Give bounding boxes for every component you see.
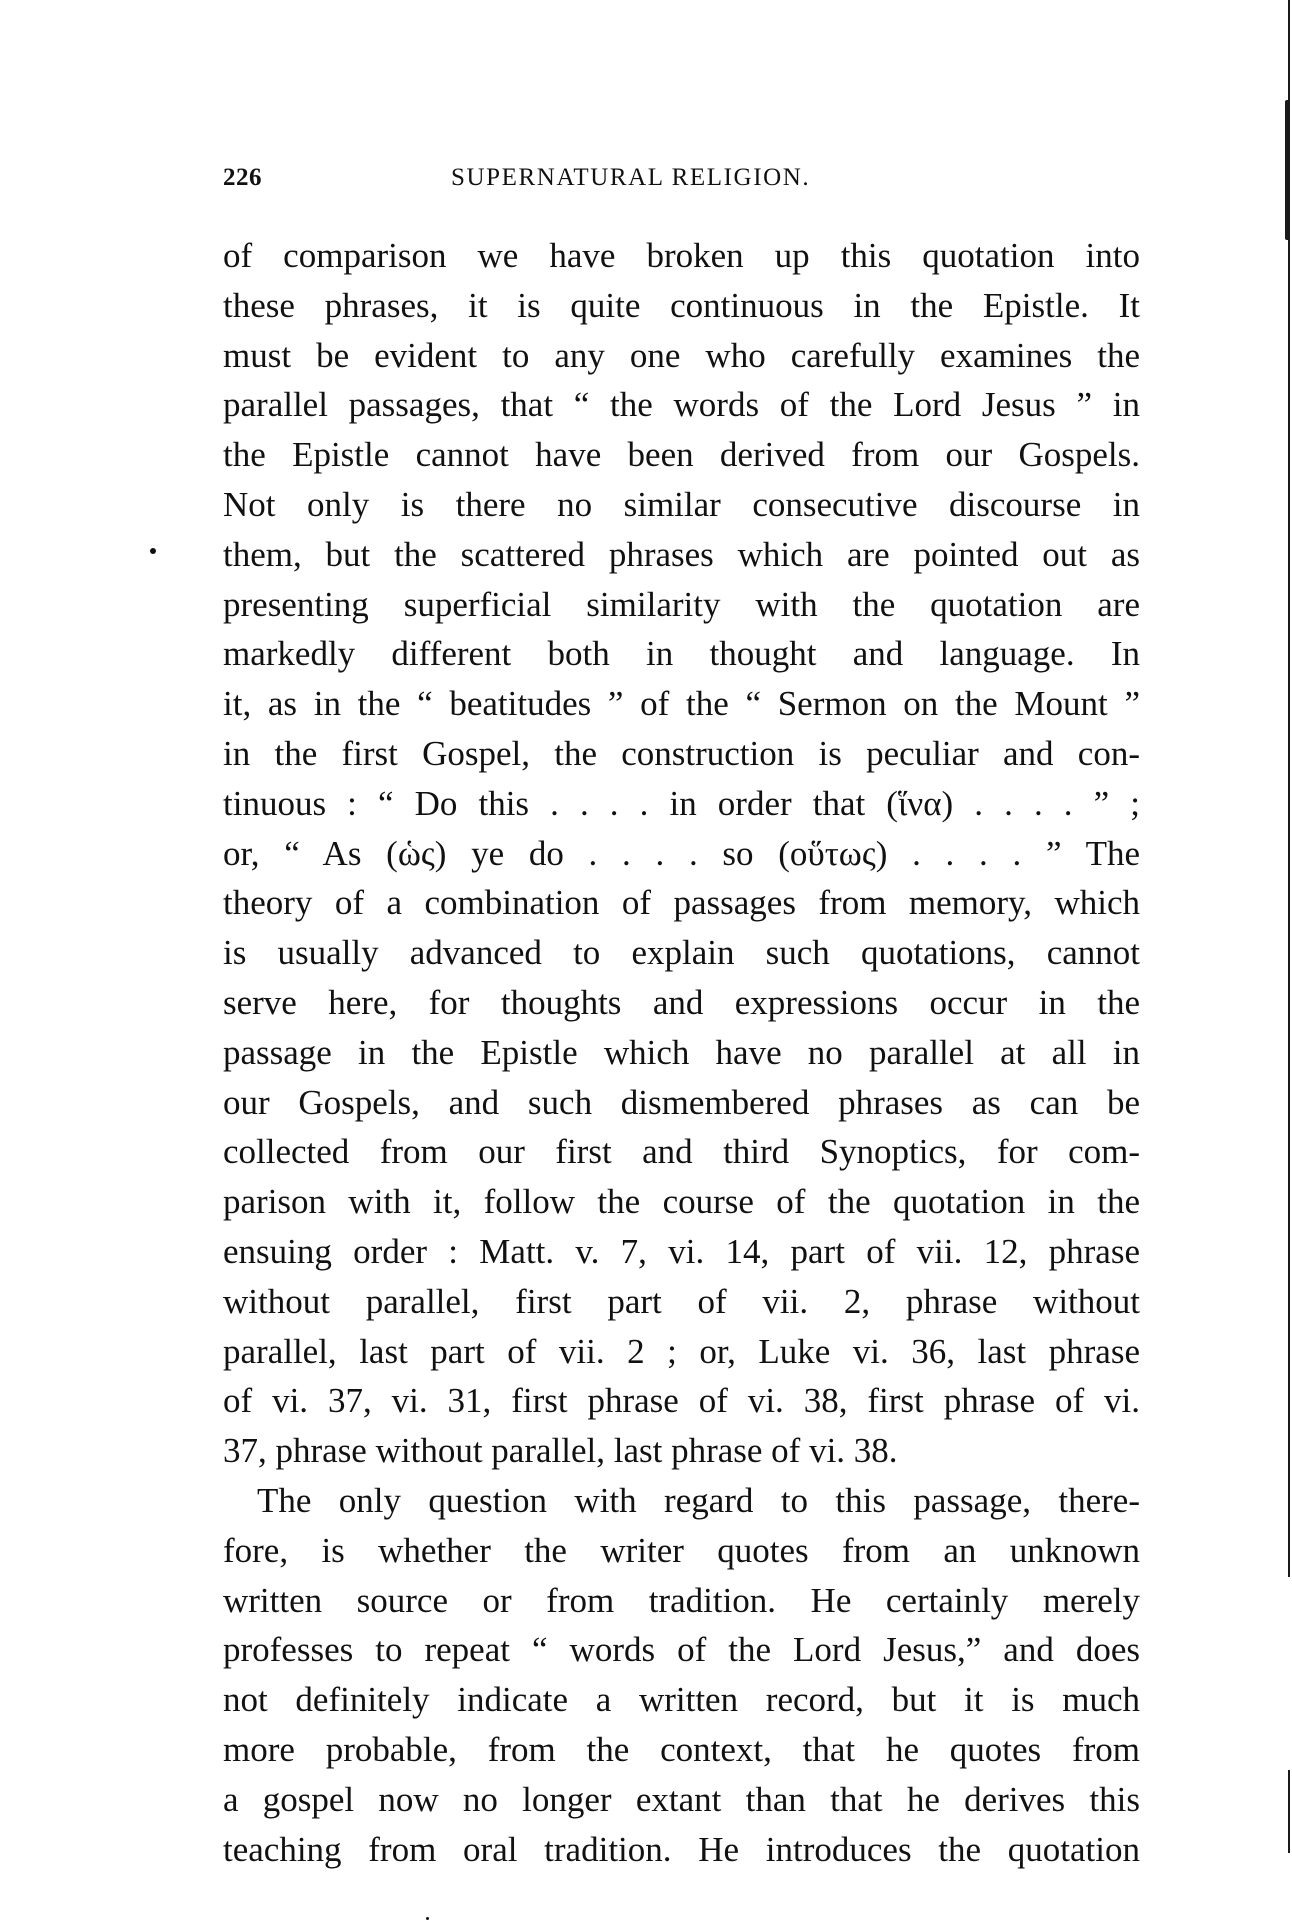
text-line: theory of a combination of passages from memory, which bbox=[223, 883, 1140, 923]
text-line: of comparison we have broken up this quotation into bbox=[223, 236, 1140, 275]
text-line: presenting superficial similarity with the quotation are bbox=[223, 584, 1140, 624]
text-line: markedly different both in thought and language. In bbox=[223, 634, 1140, 674]
text-line: Not only is there no similar consecutive discourse in bbox=[223, 484, 1140, 524]
text-line: tinuous : “ Do this . . . . in order that (ἵνα) . . . . ” ; bbox=[223, 783, 1140, 823]
text-line: written source or from tradition. He certainly merely bbox=[223, 1580, 1140, 1620]
running-head bbox=[223, 160, 1140, 196]
text-line: not definitely indicate a written record, but it is much bbox=[223, 1680, 1140, 1720]
paragraph-1 bbox=[223, 231, 1140, 1476]
text-line: collected from our first and third Synoptics, for com- bbox=[223, 1132, 1140, 1172]
text-line: more probable, from the context, that he quotes from bbox=[223, 1729, 1140, 1769]
text-line: parallel passages, that “ the words of the Lord Jesus ” in bbox=[223, 385, 1140, 425]
text-line: a gospel now no longer extant than that he derives this bbox=[223, 1779, 1140, 1819]
text-line: in the first Gospel, the construction is peculiar and con- bbox=[223, 733, 1140, 773]
text-line: is usually advanced to explain such quotations, cannot bbox=[223, 933, 1140, 973]
text-line: these phrases, it is quite continuous in the Epistle. It bbox=[223, 285, 1140, 325]
paragraph-2 bbox=[223, 1476, 1140, 1874]
text-line: the Epistle cannot have been derived from our Gospels. bbox=[223, 435, 1140, 475]
text-line: professes to repeat “ words of the Lord Jesus,” and does bbox=[223, 1630, 1140, 1670]
text-line: passage in the Epistle which have no parallel at all in bbox=[223, 1032, 1140, 1072]
text-line: parallel, last part of vii. 2 ; or, Luke vi. 36, last phrase bbox=[223, 1331, 1140, 1371]
text-line: 37, phrase without parallel, last phrase of vi. 38. bbox=[223, 1431, 898, 1471]
text-line: or, “ As (ὡς) ye do . . . . so (οὕτως) . . . . ” The bbox=[223, 833, 1140, 873]
text-line: teaching from oral tradition. He introduces the quotation bbox=[223, 1829, 1140, 1869]
text-line: must be evident to any one who carefully examines the bbox=[223, 335, 1140, 375]
text-line: our Gospels, and such dismembered phrases as can be bbox=[223, 1082, 1140, 1122]
page-number: 226 bbox=[223, 164, 262, 191]
text-line: fore, is whether the writer quotes from an unknown bbox=[223, 1530, 1140, 1570]
text-line: serve here, for thoughts and expressions occur in the bbox=[223, 982, 1140, 1022]
text-line: without parallel, first part of vii. 2, phrase without bbox=[223, 1281, 1140, 1321]
text-line: The only question with regard to this passage, there- bbox=[257, 1480, 1140, 1520]
text-line: them, but the scattered phrases which are pointed out as bbox=[223, 534, 1140, 574]
body-text bbox=[223, 231, 1140, 1874]
scan-speck bbox=[426, 1917, 429, 1920]
page-edge-rule-thick bbox=[1285, 100, 1290, 240]
scan-speck bbox=[150, 548, 156, 554]
text-line: parison with it, follow the course of the quotation in the bbox=[223, 1182, 1140, 1222]
text-line: ensuing order : Matt. v. 7, vi. 14, part of vii. 12, phrase bbox=[223, 1231, 1140, 1271]
running-title: SUPERNATURAL RELIGION. bbox=[451, 164, 811, 191]
page-edge-rule-lower bbox=[1288, 1770, 1290, 1853]
text-line: it, as in the “ beatitudes ” of the “ Sermon on the Mount ” bbox=[223, 684, 1140, 724]
text-line: of vi. 37, vi. 31, first phrase of vi. 38, first phrase of vi. bbox=[223, 1381, 1140, 1421]
